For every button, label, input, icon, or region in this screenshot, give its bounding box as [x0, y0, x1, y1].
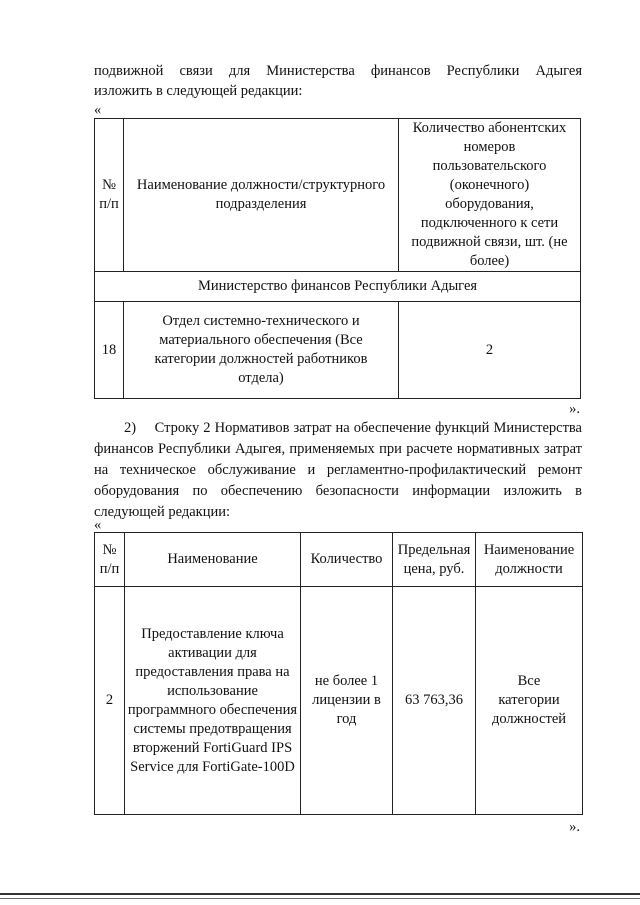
table2-header-position: Наименование должности: [476, 533, 583, 587]
positions-table: [94, 118, 581, 399]
paragraph-2: 2) Строку 2 Нормативов затрат на обеспечение функций Министерства финансов Республики Адыгея, применяемых при расчете нормативных затрат на техническое обслуживание и регламентно-профилактический ремонт оборудования по обеспечению безопасности информации изложить в следующей редакции:: [94, 420, 582, 520]
table2-header-name: Наименование: [125, 533, 301, 587]
intro-line-2: изложить в следующей редакции:: [94, 83, 303, 99]
table2-header-num: № п/п: [95, 533, 125, 587]
table1-header-qty: Количество абонентских номеров пользовательского (оконечного) оборудования, подключенного к сети подвижной связи, шт. (не более): [399, 119, 581, 272]
table2-header-qty: Количество: [301, 533, 393, 587]
table1-section-title: Министерство финансов Республики Адыгея: [95, 272, 581, 302]
table2-row-price: 63 763,36: [393, 587, 476, 815]
scan-edge-line: [0, 893, 640, 895]
table1-header-name: Наименование должности/структурного подразделения: [124, 119, 399, 272]
close-quote-2: ».: [569, 819, 580, 835]
table1-row-name: Отдел системно-технического и материального обеспечения (Все категории должностей работников отдела): [124, 302, 399, 399]
table1-header-row: [95, 119, 581, 272]
table2-row-name: Предоставление ключа активации для предоставления права на использование программного обеспечения системы предотвращения вторжений FortiGuard IPS Service для FortiGate-100D: [125, 587, 301, 815]
close-quote-1: ».: [569, 401, 580, 417]
table1-row: [95, 302, 581, 399]
table2-row-position: Все категории должностей: [476, 587, 583, 815]
open-quote-2: «: [94, 517, 102, 533]
table2-row: [95, 587, 583, 815]
table1-header-num: № п/п: [95, 119, 124, 272]
table2-row-qty: не более 1 лицензии в год: [301, 587, 393, 815]
table2-header-row: [95, 533, 583, 587]
table1-row-qty: 2: [399, 302, 581, 399]
table2-row-num: 2: [95, 587, 125, 815]
table2-header-price: Предельная цена, руб.: [393, 533, 476, 587]
open-quote-1: «: [94, 102, 102, 118]
costs-table: [94, 532, 583, 815]
table1-section-row: [95, 272, 581, 302]
table1-row-num: 18: [95, 302, 124, 399]
scan-edge-line-secondary: [0, 898, 640, 899]
intro-line-1: подвижной связи для Министерства финансов Республики Адыгея: [94, 63, 582, 79]
